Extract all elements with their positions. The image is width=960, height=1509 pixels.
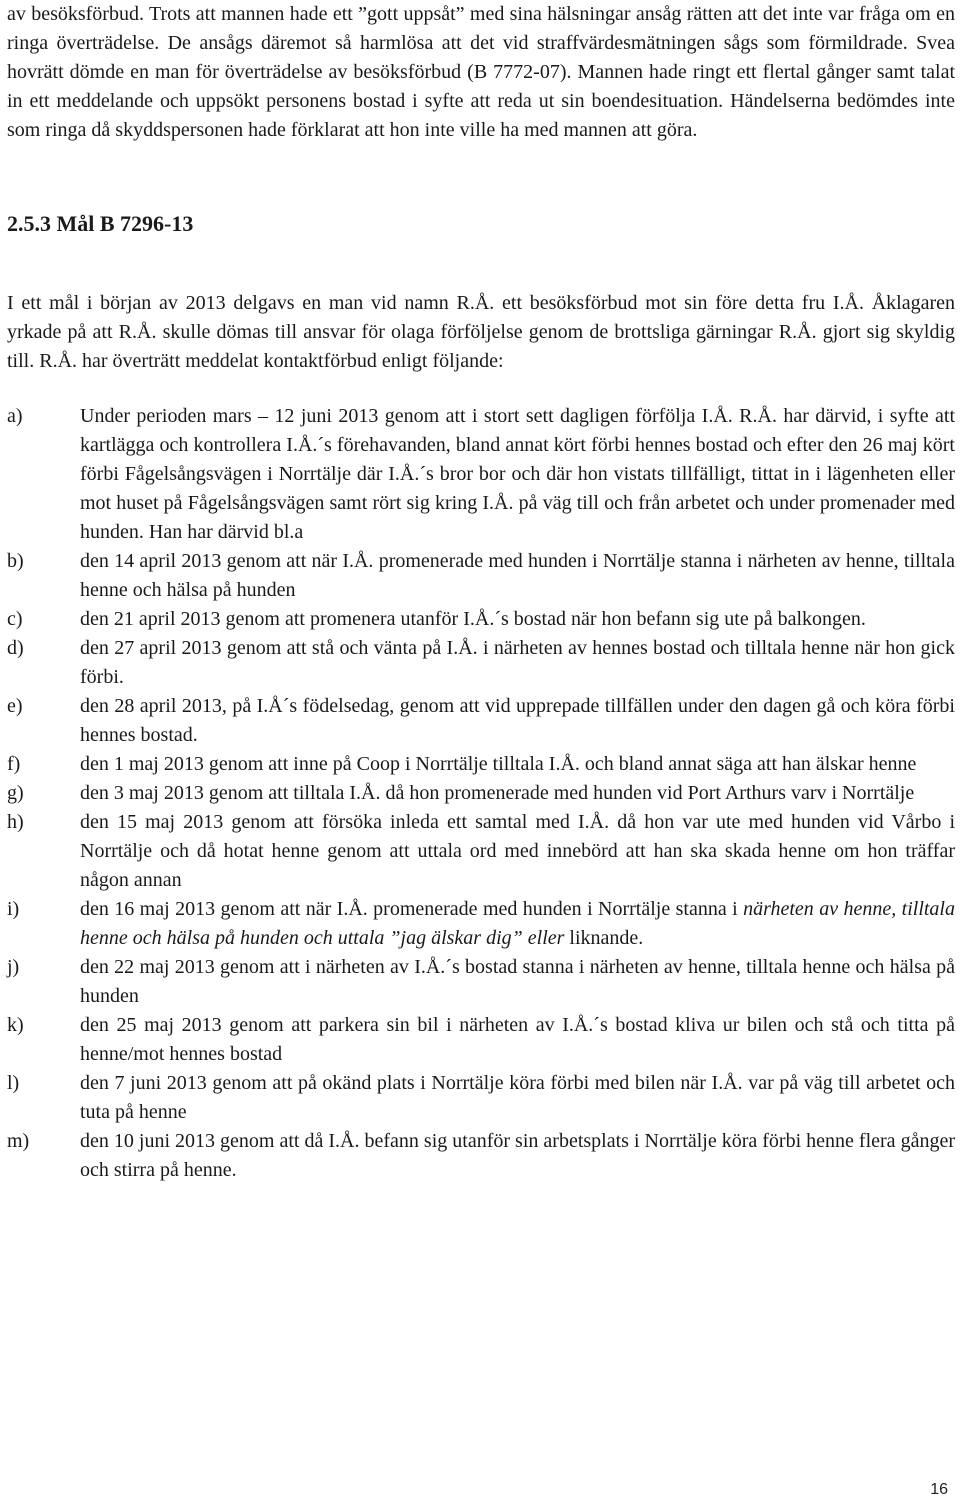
- list-marker: c): [7, 608, 23, 630]
- list-item: [7, 1069, 955, 1127]
- list-item: [7, 547, 955, 605]
- section-intro-paragraph: I ett mål i början av 2013 delgavs en man vid namn R.Å. ett besöksförbud mot sin före detta fru I.Å. Åklagaren yrkade på att R.Å. skulle dömas till ansvar för olaga förföljelse genom de brottsliga gärningar R.Å. gjort sig skyldig till. R.Å. har överträtt meddelat kontaktförbud enligt följande:: [7, 292, 955, 372]
- list-item: [7, 953, 955, 1011]
- section-heading: 2.5.3 Mål B 7296-13: [7, 211, 194, 236]
- list-item-text: den 25 maj 2013 genom att parkera sin bil i närheten av I.Å.´s bostad kliva ur bilen och stå och titta på henne/mot hennes bostad: [80, 1014, 955, 1065]
- list-marker: e): [7, 695, 23, 717]
- list-item-italic-text: närheten av henne, tilltala henne och hälsa på hunden och uttala ”jag älskar dig” eller: [80, 898, 955, 949]
- list-item: [7, 1011, 955, 1069]
- list-marker: i): [7, 898, 20, 920]
- list-marker: b): [7, 550, 24, 572]
- list-marker: g): [7, 782, 24, 804]
- list-item: [7, 402, 955, 547]
- document-page: [7, 0, 955, 1185]
- list-item-text: den 10 juni 2013 genom att då I.Å. befann sig utanför sin arbetsplats i Norrtälje köra förbi henne flera gånger och stirra på henne.: [80, 1130, 955, 1181]
- list-marker: m): [7, 1130, 30, 1152]
- list-item-text: [80, 895, 955, 953]
- list-marker: k): [7, 1014, 24, 1036]
- list-item-text: den 1 maj 2013 genom att inne på Coop i Norrtälje tilltala I.Å. och bland annat säga att han älskar henne: [80, 753, 917, 775]
- list-marker: l): [7, 1072, 20, 1094]
- list-item: [7, 808, 955, 895]
- list-marker: a): [7, 405, 23, 427]
- intro-paragraph: av besöksförbud. Trots att mannen hade ett ”gott uppsåt” med sina hälsningar ansåg rätten att det inte var fråga om en ringa överträdelse. De ansågs däremot så harmlösa att det vid straffvärdesmätningen sågs som förmildrade. Svea hovrätt dömde en man för överträdelse av besöksförbud (B 7772-07). Mannen hade ringt ett flertal gånger samt talat in ett meddelande och uppsökt personens bostad i syfte att reda ut sin boendesituation. Händelserna bedömdes inte som ringa då skyddspersonen hade förklarat att hon inte ville ha med mannen att göra.: [7, 3, 955, 141]
- list-marker: f): [7, 753, 21, 775]
- list-marker: d): [7, 637, 24, 659]
- list-item-text: den 22 maj 2013 genom att i närheten av I.Å.´s bostad stanna i närheten av henne, tilltala henne och hälsa på hunden: [80, 956, 955, 1007]
- list-item: [7, 605, 955, 634]
- list-item: [7, 895, 955, 953]
- list-item-text: den 27 april 2013 genom att stå och vänta på I.Å. i närheten av hennes bostad och tilltala henne när hon gick förbi.: [80, 637, 955, 688]
- list-item: [7, 750, 955, 779]
- offense-list: [7, 402, 955, 1185]
- page-number: 16: [930, 1481, 948, 1498]
- list-item-text: den 3 maj 2013 genom att tilltala I.Å. då hon promenerade med hunden vid Port Arthurs varv i Norrtälje: [80, 782, 915, 804]
- list-marker: j): [7, 956, 20, 978]
- list-item-text: den 7 juni 2013 genom att på okänd plats i Norrtälje köra förbi med bilen när I.Å. var på väg till arbetet och tuta på henne: [80, 1072, 955, 1123]
- list-item: [7, 779, 955, 808]
- list-marker: h): [7, 811, 24, 833]
- list-item: [7, 1127, 955, 1185]
- list-item-text: den 21 april 2013 genom att promenera utanför I.Å.´s bostad när hon befann sig ute på balkongen.: [80, 608, 866, 630]
- list-item: [7, 634, 955, 692]
- list-item-text: Under perioden mars – 12 juni 2013 genom att i stort sett dagligen förfölja I.Å. R.Å. har därvid, i syfte att kartlägga och kontrollera I.Å.´s förehavanden, bland annat kört förbi hennes bostad och efter den 26 maj kört förbi Fågelsångsvägen i Norrtälje där I.Å.´s bror bor och där hon vistats tillfälligt, tittat in i lägenheten eller mot huset på Fågelsångsvägen samt rört sig kring I.Å. på väg till och från arbetet och under promenader med hunden. Han har därvid bl.a: [80, 405, 955, 543]
- list-item-text: den 15 maj 2013 genom att försöka inleda ett samtal med I.Å. då hon var ute med hunden vid Vårbo i Norrtälje och då hotat henne genom att uttala ord med innebörd att han ska skada henne om hon träffar någon annan: [80, 811, 955, 891]
- list-item-text-part: den 16 maj 2013 genom att när I.Å. promenerade med hunden i Norrtälje stanna i: [80, 898, 744, 920]
- list-item: [7, 692, 955, 750]
- list-item-text: den 14 april 2013 genom att när I.Å. promenerade med hunden i Norrtälje stanna i närheten av henne, tilltala henne och hälsa på hunden: [80, 550, 955, 601]
- list-item-text-part: liknande.: [564, 927, 644, 949]
- list-item-text: den 28 april 2013, på I.Å´s födelsedag, genom att vid upprepade tillfällen under den dagen gå och köra förbi hennes bostad.: [80, 695, 955, 746]
